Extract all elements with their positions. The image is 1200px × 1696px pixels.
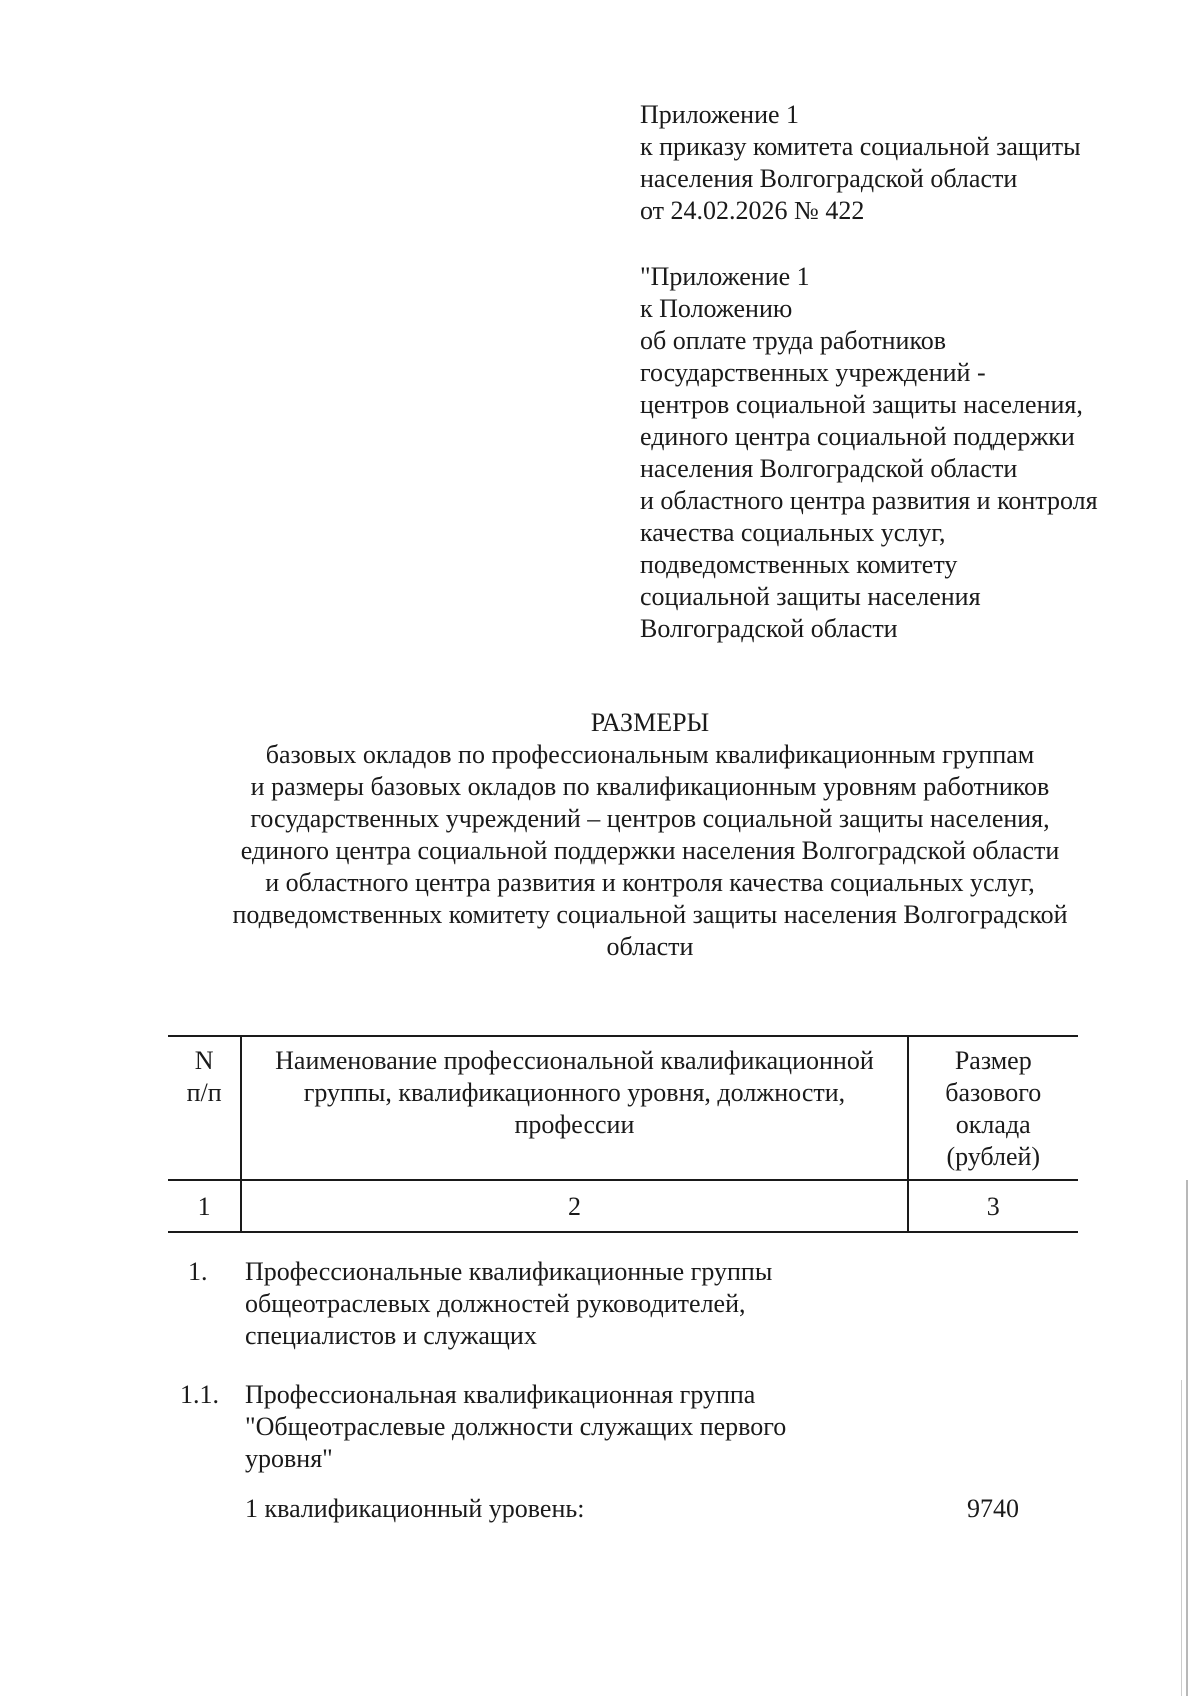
column-number-cell: 3 (908, 1180, 1078, 1232)
section-1 (188, 1256, 988, 1366)
appendix-original-line: об оплате труда работников (640, 326, 947, 355)
section-text-line: Профессиональная квалификационная группа (245, 1380, 756, 1409)
header-salary-line: оклада (955, 1110, 1031, 1139)
header-number-line: N (194, 1046, 214, 1075)
title-line: подведомственных комитету социальной защиты населения Волгоградской (232, 900, 1068, 929)
section-number: 1. (188, 1257, 208, 1286)
header-salary-line: (рублей) (946, 1142, 1041, 1171)
header-name-line: группы, квалификационного уровня, должности, (303, 1078, 846, 1107)
header-number (168, 1036, 241, 1180)
header-salary-line: Размер (954, 1046, 1032, 1075)
appendix-original-line: и областного центра развития и контроля (640, 486, 1098, 515)
appendix-header-line: Приложение 1 (640, 100, 800, 129)
appendix-original-line: подведомственных комитету (640, 550, 958, 579)
header-salary (908, 1036, 1078, 1180)
qualification-level-row (245, 1493, 1025, 1525)
appendix-original-reference (640, 261, 1180, 645)
section-number: 1.1. (180, 1380, 219, 1409)
title-line: области (606, 932, 694, 961)
title-line: государственных учреждений – центров социальной защиты населения, (250, 804, 1050, 833)
section-text (245, 1256, 945, 1352)
section-text-line: Профессиональные квалификационные группы (245, 1257, 773, 1286)
scan-edge-line (1181, 1380, 1182, 1696)
appendix-original-line: населения Волгоградской области (640, 454, 1018, 483)
qualification-level-label: 1 квалификационный уровень: (245, 1494, 585, 1523)
header-salary-line: базового (945, 1078, 1042, 1107)
column-number-cell: 2 (241, 1180, 907, 1232)
column-number-cell: 1 (168, 1180, 241, 1232)
section-1-1 (180, 1379, 1000, 1489)
document-title (150, 707, 1150, 963)
qualification-level-salary: 9740 (967, 1494, 1019, 1523)
title-line: и областного центра развития и контроля качества социальных услуг, (265, 868, 1035, 897)
section-text-line: общеотраслевых должностей руководителей, (245, 1289, 746, 1318)
header-number-line: п/п (186, 1078, 222, 1107)
table-header-row (168, 1036, 1078, 1180)
header-name (241, 1036, 907, 1180)
appendix-original-line: государственных учреждений - (640, 358, 986, 387)
appendix-original-line: Волгоградской области (640, 614, 898, 643)
appendix-original-line: единого центра социальной поддержки (640, 422, 1075, 451)
section-text-line: уровня" (245, 1444, 333, 1473)
header-name-line: Наименование профессиональной квалификационной (275, 1046, 874, 1075)
header-name-line: профессии (514, 1110, 635, 1139)
appendix-original-line: социальной защиты населения (640, 582, 981, 611)
scan-edge-line (1186, 1180, 1188, 1696)
appendix-header-line: населения Волгоградской области (640, 164, 1018, 193)
appendix-header-line: к приказу комитета социальной защиты (640, 132, 1081, 161)
title-line: базовых окладов по профессиональным квалификационным группам (265, 740, 1035, 769)
appendix-original-line: "Приложение 1 (640, 262, 810, 291)
title-line: единого центра социальной поддержки населения Волгоградской области (240, 836, 1060, 865)
title-line: и размеры базовых окладов по квалификационным уровням работников (250, 772, 1050, 801)
appendix-original-line: центров социальной защиты населения, (640, 390, 1083, 419)
appendix-original-line: к Положению (640, 294, 793, 323)
section-text (245, 1379, 945, 1475)
table-column-numbers-row (168, 1180, 1078, 1232)
section-text-line: "Общеотраслевые должности служащих первого (245, 1412, 787, 1441)
section-text-line: специалистов и служащих (245, 1321, 537, 1350)
appendix-original-line: качества социальных услуг, (640, 518, 946, 547)
appendix-header-line: от 24.02.2026 № 422 (640, 196, 865, 225)
appendix-header (640, 99, 1180, 227)
salary-table (168, 1035, 1078, 1233)
title-heading: РАЗМЕРЫ (590, 708, 710, 737)
